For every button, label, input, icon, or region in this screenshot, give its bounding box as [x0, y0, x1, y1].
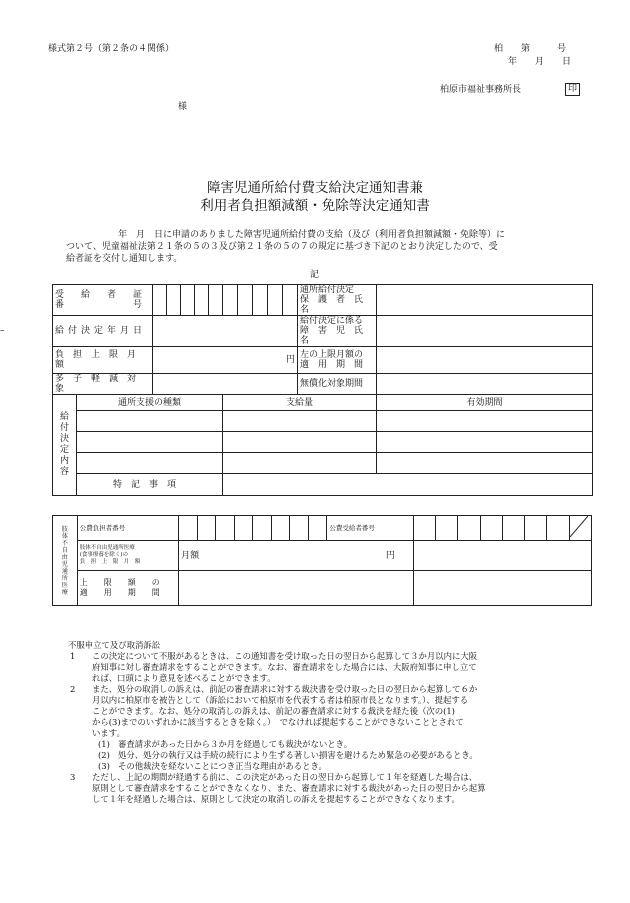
valid-period-cell	[377, 411, 593, 432]
intro-line3: 給者証を交付し通知します。	[66, 254, 183, 264]
note-subitem: (3) その他裁決を経ないことにつき正当な理由があるとき。	[98, 761, 327, 771]
limit-period-value	[377, 347, 593, 374]
free-period-label: 無償化対象期間	[298, 374, 377, 395]
document-title-line2: 利用者負担額減額・免除等決定通知書	[200, 198, 430, 214]
payer-digit-cell	[271, 516, 290, 541]
col-valid-period: 有効期間	[377, 395, 593, 411]
receiver-digit-cell	[436, 516, 458, 541]
intro-line1: 年 月 日に申請のありました障害児通所給付費の支給（及び（利用者負担額減額・免除等）に	[118, 230, 506, 240]
col-amount: 支給量	[223, 395, 377, 411]
recipient-honorific: 様	[178, 102, 188, 112]
free-period-value	[377, 374, 593, 395]
payer-digit-cell	[216, 516, 235, 541]
remarks-value	[223, 474, 593, 496]
medical-side-label: 肢体不自由児通所医療	[53, 516, 78, 606]
note-item: 2 また、処分の取消しの訴えは、前記の審査請求に対する裁決書を受け取った日の翌日から起算して６か 月以内に柏原市を被告として（訴訟において柏原市を代表する者は柏原市長となります。）、提起する ことができます。なお、処分の取消しの訴えは、前記の審査請求に対する裁決を経た後（次の(1) から(3)までのいずれかに該当するときを除く。） でなければ提起することができないこととされて います。	[70, 684, 478, 738]
cert-digit-cell	[209, 285, 223, 316]
receiver-number-label: 公費受給者番号	[327, 516, 414, 541]
decision-date-value	[153, 316, 298, 347]
cert-digit-cell	[253, 285, 268, 316]
valid-period-cell	[377, 432, 593, 453]
cert-digit-cell	[223, 285, 238, 316]
monthly-label: 月額	[181, 550, 200, 561]
note-item: 1 この決定について不服があるときは、この通知書を受け取った日の翌日から起算して３か月以内に大阪 府知事に対し審査請求をすることができます。なお、審査請求をした場合には、大阪府知事に申し立て れば、口頭により意見を述べることができます。	[70, 651, 478, 683]
seal-mark: 印	[565, 83, 580, 96]
intro-line2: ついて、児童福祉法第２１条の５の３及び第２１条の５の７の規定に基づき下記のとおり決定したので、受	[66, 242, 498, 252]
note-subitem: (1) 審査請求があった日から３か月を経過しても裁決がないとき。	[98, 739, 353, 749]
recipient-cert-label: 受 給 者 証 番 号	[53, 285, 153, 316]
margin-mark: –	[0, 326, 5, 336]
receiver-digit-cell	[547, 516, 569, 541]
receiver-digit-cell	[413, 516, 435, 541]
payer-digit-cell	[253, 516, 272, 541]
amount-cell	[223, 432, 377, 453]
cert-digit-cell	[283, 285, 298, 316]
note-subitem: (2) 処分、処分の執行又は手続の続行により生ずる著しい損害を避けるため緊急の必要があるとき。	[98, 750, 478, 760]
valid-period-cell	[377, 453, 593, 474]
receiver-check-cell	[569, 516, 591, 541]
cert-digit-cell	[153, 285, 167, 316]
monthly-limit-value: 円	[153, 347, 298, 374]
monthly-limit-label: 負 担 上 限 月 額	[53, 347, 153, 374]
cert-digit-cell	[167, 285, 181, 316]
appeal-notes	[70, 640, 590, 805]
receiver-digit-cell	[525, 516, 547, 541]
payer-digit-cell	[290, 516, 309, 541]
ki-marker: 記	[310, 270, 320, 280]
cert-digit-cell	[195, 285, 209, 316]
document-number: 柏 第 号	[494, 44, 567, 54]
apply-period-blank	[413, 571, 591, 606]
payer-number-label: 公費負担者番号	[77, 516, 178, 541]
yen-label: 円	[385, 550, 395, 561]
content-side-label: 給付決定内容	[53, 395, 77, 496]
multi-child-label: 多 子 軽 減 対 象	[53, 374, 153, 395]
document-title-line1: 障害児通所給付費支給決定通知書兼	[207, 180, 423, 196]
receiver-digit-cell	[458, 516, 480, 541]
guardian-name-label: 通所給付決定 保 護 者 氏 名	[298, 285, 377, 316]
payer-digit-cell	[308, 516, 327, 541]
receiver-digit-cell	[502, 516, 524, 541]
child-name-value	[377, 316, 593, 347]
cert-digit-cell	[268, 285, 283, 316]
payer-digit-cell	[234, 516, 253, 541]
decision-date-label: 給付決定年月日	[53, 316, 153, 347]
medical-limit-label: 肢体不自由児通所医療 (食事療養を除く)の 負 担 上 限 月 額	[77, 541, 178, 571]
col-service-type: 通所支援の種類	[77, 395, 223, 411]
limit-period-label: 左の上限月額の 適 用 期 間	[298, 347, 377, 374]
service-type-cell	[77, 432, 223, 453]
issue-date: 年 月 日	[508, 57, 572, 67]
guardian-name-value	[377, 285, 593, 316]
cert-digit-cell	[238, 285, 253, 316]
child-name-label: 給付決定に係る 障 害 児 氏 名	[298, 316, 377, 347]
diagonal-slash	[570, 516, 588, 537]
decision-table	[52, 284, 593, 496]
medical-limit-value	[179, 541, 414, 571]
notes-heading: 不服申立て及び取消訴訟	[68, 640, 161, 650]
service-type-cell	[77, 411, 223, 432]
receiver-digit-cell	[480, 516, 502, 541]
amount-cell	[223, 453, 377, 474]
medical-limit-blank	[413, 541, 591, 571]
medical-table	[52, 515, 592, 606]
apply-period-value	[179, 571, 414, 606]
remarks-label: 特 記 事 項	[77, 474, 223, 496]
note-item: 3 ただし、上記の期間が経過する前に、この決定があった日の翌日から起算して１年を経過した場合は、 原則として審査請求をすることができなくなり、また、審査請求に対する裁決があった日の翌日から起算 して１年を経過した場合は、原則として決定の取消しの訴えを提起することができなくなります。	[70, 772, 486, 804]
apply-period-label: 上 限 額 の 適 用 期 間	[77, 571, 178, 606]
payer-digit-cell	[197, 516, 216, 541]
issuer-name: 柏原市福祉事務所長	[440, 85, 522, 95]
cert-digit-cell	[181, 285, 195, 316]
payer-digit-cell	[179, 516, 198, 541]
amount-cell	[223, 411, 377, 432]
multi-child-value	[153, 374, 298, 395]
form-number: 様式第２号（第２条の４関係）	[48, 44, 175, 54]
service-type-cell	[77, 453, 223, 474]
